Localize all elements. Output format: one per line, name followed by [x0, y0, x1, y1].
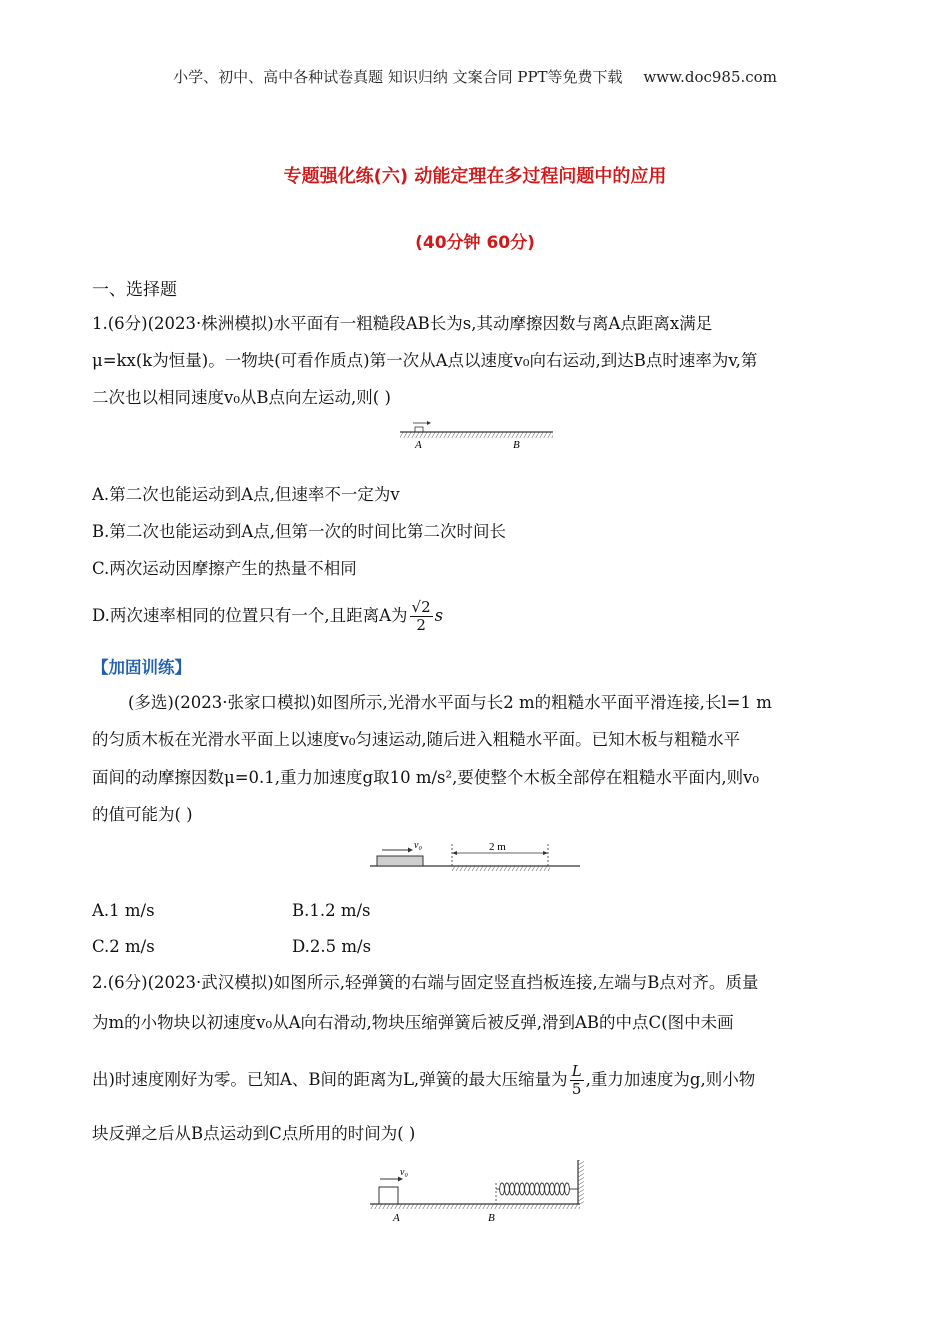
- q2-label-a: A: [393, 1212, 400, 1224]
- q1-option-d-numerator: √2: [411, 598, 431, 616]
- reinforce-v0-label: v₀: [414, 840, 422, 851]
- q2-line3-fraction: [570, 1063, 584, 1098]
- reinforce-option-c[interactable]: C.2 m/s: [92, 937, 155, 956]
- q1-option-d-fraction: [410, 599, 433, 634]
- q1-line2: μ=kx(k为恒量)。一物块(可看作质点)第一次从A点以速度v₀向右运动,到达B点时速率为v,第: [92, 351, 758, 370]
- reinforce-option-a[interactable]: A.1 m/s: [92, 901, 155, 920]
- reinforce-rough-hatch: [452, 866, 550, 871]
- q2-line3-tail: ,重力加速度为g,则小物: [585, 1070, 756, 1089]
- q2-figure: [368, 1158, 588, 1228]
- q1-option-b[interactable]: B.第二次也能运动到A点,但第一次的时间比第二次时间长: [92, 522, 507, 541]
- reinforce-line3: 面间的动摩擦因数μ=0.1,重力加速度g取10 m/s²,要使整个木板全部停在粗糙水平面内,则v₀: [92, 768, 760, 787]
- q2-line3-numerator: L: [571, 1062, 582, 1080]
- page-header: [0, 66, 950, 87]
- header-url[interactable]: www.doc985.com: [643, 68, 777, 86]
- q1-line3: 二次也以相同速度v₀从B点向左运动,则( ): [92, 388, 391, 407]
- q1-line1: 1.(6分)(2023·株洲模拟)水平面有一粗糙段AB长为s,其动摩擦因数与离A点距离x满足: [92, 314, 713, 333]
- reinforce-line1: (多选)(2023·张家口模拟)如图所示,光滑水平面与长2 m的粗糙水平面平滑连接,长l=1 m: [128, 693, 772, 712]
- q2-line2: 为m的小物块以初速度v₀从A向右滑动,物块压缩弹簧后被反弹,滑到AB的中点C(图中未画: [92, 1013, 734, 1032]
- q1-figure: [395, 418, 560, 452]
- q2-line3-denominator: 5: [571, 1080, 582, 1098]
- q2-line3: [92, 1060, 755, 1100]
- reinforce-line4: 的值可能为( ): [92, 805, 193, 824]
- q2-spring: [496, 1183, 578, 1195]
- reinforce-figure: [368, 836, 583, 872]
- q2-block: [379, 1187, 398, 1204]
- section-heading: 一、选择题: [92, 280, 177, 300]
- reinforce-board: [377, 856, 423, 866]
- q1-block: [415, 427, 423, 432]
- q1-option-d-text: D.两次速率相同的位置只有一个,且距离A为: [92, 606, 408, 625]
- q1-option-a[interactable]: A.第二次也能运动到A点,但速率不一定为v: [92, 485, 400, 504]
- reinforce-length-label: 2 m: [489, 841, 506, 853]
- q1-option-d[interactable]: [92, 596, 443, 636]
- reinforce-tag: 【加固训练】: [92, 658, 191, 677]
- q2-label-b: B: [488, 1212, 495, 1224]
- reinforce-line2: 的匀质木板在光滑水平面上以速度v₀匀速运动,随后进入粗糙水平面。已知木板与粗糙水平: [92, 730, 741, 749]
- q1-option-c[interactable]: C.两次运动因摩擦产生的热量不相同: [92, 559, 357, 578]
- q2-v0-label: v₀: [400, 1167, 408, 1178]
- q1-option-d-denominator: 2: [416, 616, 426, 634]
- header-left-text: 小学、初中、高中各种试卷真题 知识归纳 文案合同 PPT等免费下载: [173, 68, 623, 86]
- q1-ground-hatch: [400, 432, 553, 438]
- reinforce-option-b[interactable]: B.1.2 m/s: [292, 901, 371, 920]
- q1-option-d-unit: s: [434, 606, 444, 625]
- page-title: 专题强化练(六) 动能定理在多过程问题中的应用: [283, 166, 667, 187]
- q2-wall-hatch: [578, 1160, 584, 1204]
- q1-label-b: B: [513, 439, 520, 451]
- q2-line3-text: 出)时速度刚好为零。已知A、B间的距离为L,弹簧的最大压缩量为: [92, 1070, 568, 1089]
- q1-label-a: A: [415, 439, 422, 451]
- q2-line4: 块反弹之后从B点运动到C点所用的时间为( ): [92, 1124, 416, 1143]
- q2-ground-hatch: [370, 1204, 580, 1209]
- page-subtitle: (40分钟 60分): [415, 233, 535, 253]
- reinforce-option-d[interactable]: D.2.5 m/s: [292, 937, 372, 956]
- q2-line1: 2.(6分)(2023·武汉模拟)如图所示,轻弹簧的右端与固定竖直挡板连接,左端与B点对齐。质量: [92, 973, 759, 992]
